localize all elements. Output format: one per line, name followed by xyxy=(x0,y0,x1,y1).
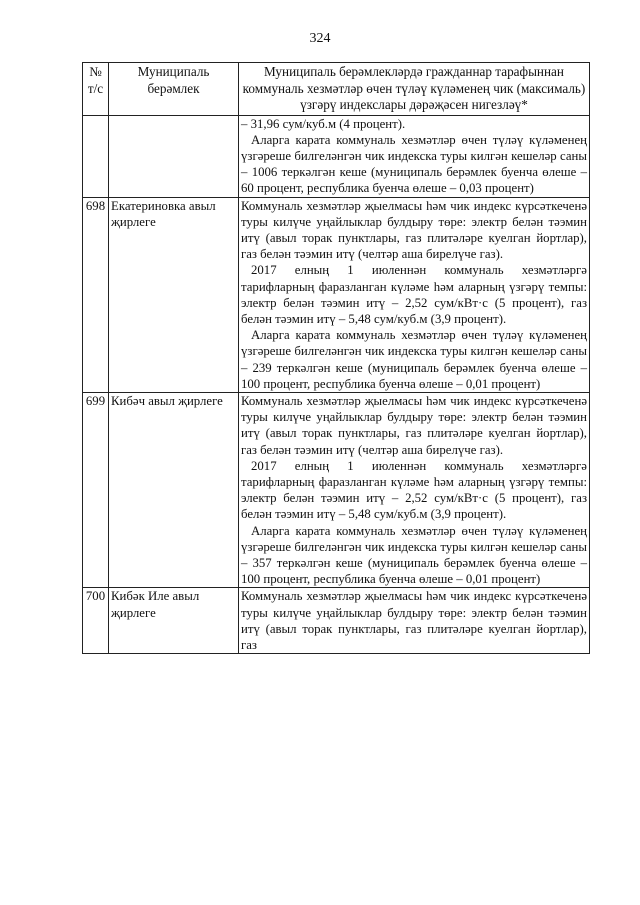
row-municipality: Кибәк Иле авыл җирлеге xyxy=(109,588,239,654)
page-number: 324 xyxy=(309,31,331,46)
row-number xyxy=(83,115,109,197)
row-number: 699 xyxy=(83,392,109,587)
row-number: 698 xyxy=(83,197,109,392)
row-basis xyxy=(239,115,590,197)
row-basis xyxy=(239,588,590,654)
basis-paragraph: Аларга карата коммуналь хезмәтләр өчен түләү күләменең үзгәреше билгеләнгән чик индекска туры килгән кешеләр саны – 357 теркәлгән кеше (муниципаль берәмлек буенча өлеше – 100 процент, республика буенча өлеше – 0,01 процент) xyxy=(241,523,587,587)
basis-paragraph: Аларга карата коммуналь хезмәтләр өчен түләү күләменең үзгәреше билгеләнгән чик индекска туры килгән кешеләр саны – 1006 теркәлгән кеше (муниципаль берәмлек буенча өлеше – 60 процент, республика буенча өлеше – 0,03 процент) xyxy=(241,132,587,196)
table-row xyxy=(83,115,590,197)
basis-paragraph: 2017 елның 1 июленнән коммуналь хезмәтләргә тарифларның фаразланган күләме һәм аларның үзгәрү темпы: электр белән тәэмин итү – 2,52 сум/кВт·с (5 процент), газ белән тәэмин итү – 5,48 сум/куб.м (3,9 процент). xyxy=(241,263,587,326)
basis-paragraph: Коммуналь хезмәтләр җыелмасы һәм чик индекс күрсәткеченә туры килүче уңайлыклар булдыру төре: электр белән тәэмин итү (авыл торак пунктлары, газ плитәләре куелган йортлар), газ белән тәэмин итү (челтәр аша бирелүче газ). xyxy=(241,198,587,262)
row-municipality xyxy=(109,115,239,197)
basis-paragraph: Коммуналь хезмәтләр җыелмасы һәм чик индекс күрсәткеченә туры килүче уңайлыклар булдыру төре: электр белән тәэмин итү (авыл торак пунктлары, газ плитәләре куелган йортлар), газ белән тәэмин итү (челтәр аша бирелүче газ). xyxy=(241,393,587,457)
basis-paragraph: 2017 елның 1 июленнән коммуналь хезмәтләргә тарифларның фаразланган күләме һәм аларның үзгәрү темпы: электр белән тәэмин итү – 2,52 сум/кВт·с (5 процент), газ белән тәэмин итү – 5,48 сум/куб.м (3,9 процент). xyxy=(241,458,587,522)
row-basis xyxy=(239,197,590,392)
table-row xyxy=(83,197,590,392)
municipal-utility-table xyxy=(82,62,590,654)
row-municipality: Екатериновка авыл җирлеге xyxy=(109,197,239,392)
row-municipality: Кибәч авыл җирлеге xyxy=(109,392,239,587)
row-basis xyxy=(239,392,590,587)
table-row xyxy=(83,392,590,587)
basis-paragraph: – 31,96 сум/куб.м (4 процент). xyxy=(241,116,406,131)
header-basis: Муниципаль берәмлекләрдә гражданнар тарафыннан коммуналь хезмәтләр өчен түләү күләменең чик (максималь) үзгәрү индекслары дәрәҗәсен нигезләү* xyxy=(239,63,590,116)
row-number: 700 xyxy=(83,588,109,654)
basis-paragraph: Аларга карата коммуналь хезмәтләр өчен түләү күләменең үзгәреше билгеләнгән чик индекска туры килгән кешеләр саны – 239 теркәлгән кеше (муниципаль берәмлек буенча өлеше – 100 процент, республика буенча өлеше – 0,01 процент) xyxy=(241,328,587,391)
table-row xyxy=(83,588,590,654)
header-number: № т/с xyxy=(83,63,109,116)
table-header-row xyxy=(83,63,590,116)
header-municipality: Муниципаль берәмлек xyxy=(109,63,239,116)
basis-paragraph: Коммуналь хезмәтләр җыелмасы һәм чик индекс күрсәткеченә туры килүче уңайлыклар булдыру төре: электр белән тәэмин итү (авыл торак пунктлары, газ плитәләре куелган йортлар), газ xyxy=(241,589,587,652)
